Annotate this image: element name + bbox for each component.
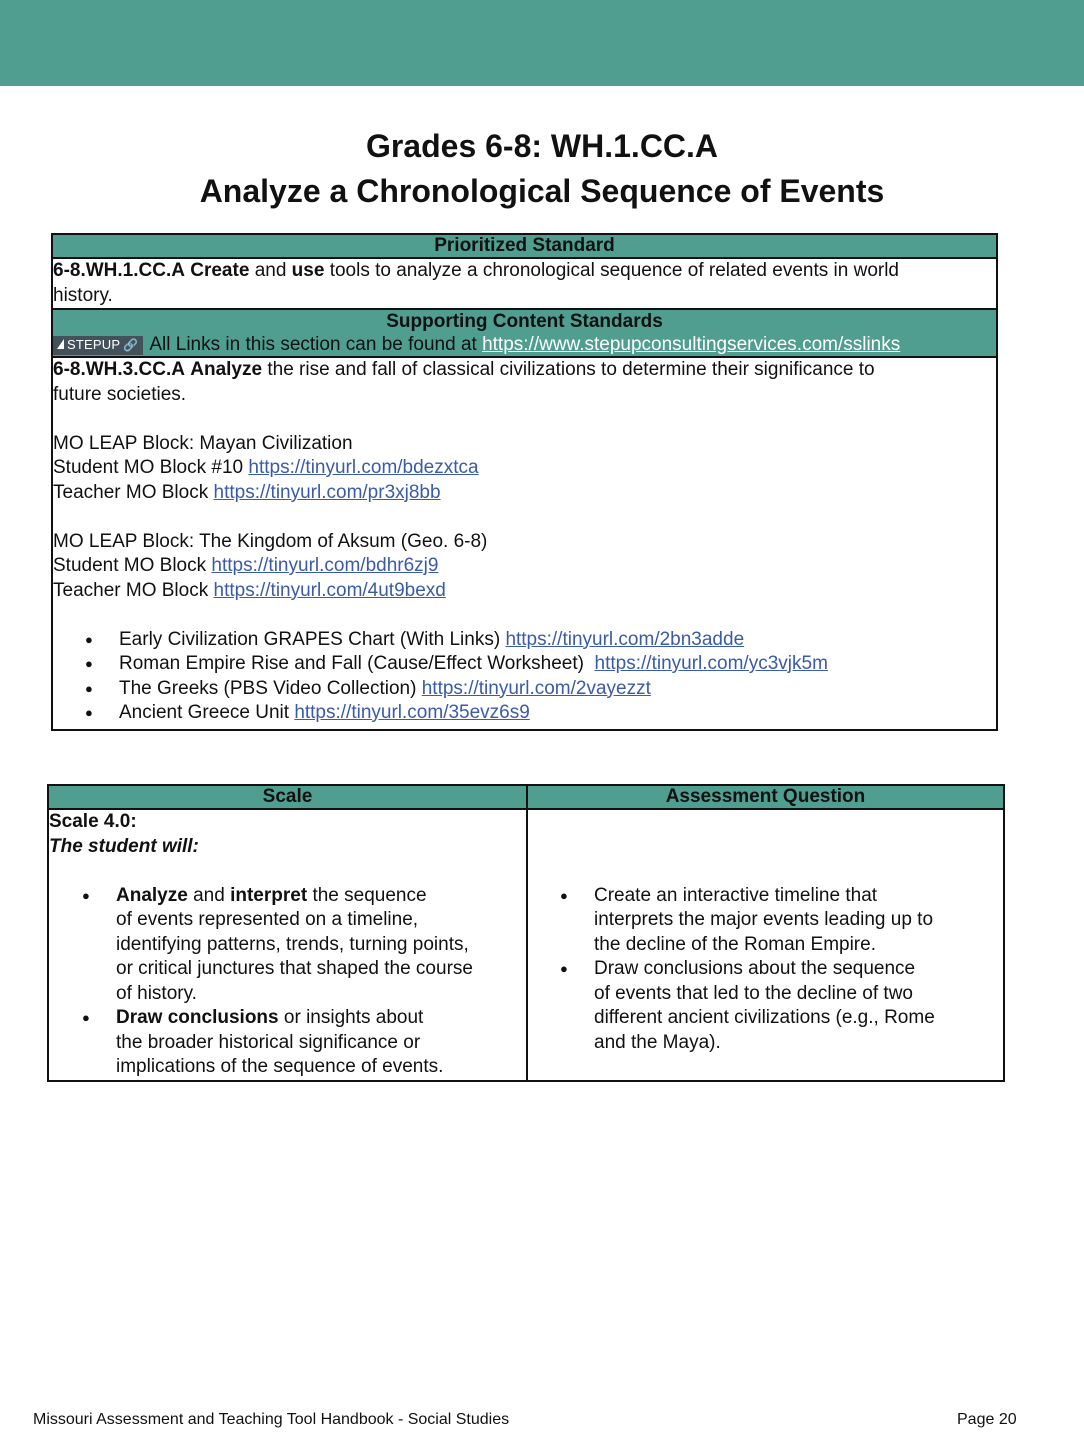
scale-label: Scale 4.0:	[49, 811, 137, 832]
prioritized-text-2: history.	[53, 284, 113, 306]
teacher-block-label: Teacher MO Block	[53, 481, 209, 503]
resource-label: Ancient Greece Unit	[119, 702, 290, 723]
resource-label: Roman Empire Rise and Fall (Cause/Effect Worksheet)	[119, 653, 584, 674]
question-text: and the Maya).	[594, 1031, 721, 1053]
top-banner	[0, 0, 1084, 86]
assessment-question-cell	[527, 809, 1004, 1081]
title-line-1: Grades 6-8: WH.1.CC.A	[365, 128, 719, 164]
list-item	[119, 701, 996, 726]
list-item	[594, 884, 1003, 958]
stepup-badge[interactable]	[53, 336, 143, 355]
prioritized-verb-2: use	[291, 260, 325, 281]
teacher-block-link[interactable]: https://tinyurl.com/4ut9bexd	[213, 579, 446, 601]
list-item	[116, 1006, 526, 1080]
page-title	[0, 124, 1084, 214]
scale-bullets	[49, 884, 526, 1080]
title-line-2: Analyze a Chronological Sequence of Events	[199, 173, 885, 209]
list-item	[119, 677, 996, 702]
bold-draw-conclusions: Draw conclusions	[116, 1007, 279, 1028]
supporting-verb: Analyze	[190, 359, 263, 380]
bold-interpret: interpret	[230, 884, 308, 906]
stepup-logo-icon	[57, 339, 64, 349]
leap-block-aksum	[53, 530, 996, 604]
bullet-text: the sequence	[312, 884, 427, 906]
question-text: of events that led to the decline of two	[594, 982, 913, 1004]
resource-label: Early Civilization GRAPES Chart (With Links)	[119, 628, 501, 650]
standards-table	[51, 233, 998, 731]
scale-header: Scale	[48, 785, 527, 809]
student-will-label: The student will:	[49, 835, 199, 857]
text-and: and	[193, 884, 225, 906]
link-icon: 🔗	[123, 338, 139, 352]
list-item	[119, 628, 996, 653]
sslinks-link[interactable]: https://www.stepupconsultingservices.com/sslinks	[482, 334, 901, 355]
prioritized-code: 6-8.WH.1.CC.A	[53, 260, 185, 281]
stepup-badge-label: STEPUP	[67, 337, 121, 352]
resource-link[interactable]: https://tinyurl.com/2bn3adde	[505, 628, 745, 650]
prioritized-standard-cell	[52, 258, 997, 309]
supporting-standards-title: Supporting Content Standards	[386, 311, 663, 332]
page-number: Page 20	[957, 1411, 1017, 1428]
leap-block-mayan	[53, 432, 996, 506]
student-block-link[interactable]: https://tinyurl.com/bdhr6zj9	[211, 555, 439, 576]
supporting-text-1: the rise and fall of classical civilizations to determine their significance to	[267, 359, 875, 380]
scale-table	[47, 784, 1005, 1082]
assessment-question-header: Assessment Question	[527, 785, 1004, 809]
list-item	[119, 652, 996, 677]
supporting-standards-header	[52, 309, 997, 357]
bullet-text: identifying patterns, trends, turning points,	[116, 933, 469, 955]
student-block-label: Student MO Block	[53, 555, 207, 576]
list-item	[594, 957, 1003, 1055]
question-text: the decline of the Roman Empire.	[594, 933, 876, 955]
resource-link[interactable]: https://tinyurl.com/35evz6s9	[294, 702, 530, 723]
prioritized-standard-header: Prioritized Standard	[52, 234, 997, 258]
question-text: ● Create an interactive timeline that	[594, 884, 878, 906]
bullet-text: implications of the sequence of events.	[116, 1056, 444, 1077]
prioritized-and: and	[254, 260, 287, 281]
student-block-link[interactable]: https://tinyurl.com/bdezxtca	[248, 457, 479, 478]
assessment-bullets	[528, 884, 1003, 1056]
bullet-text: of history.	[116, 982, 197, 1004]
bullet-text: the broader historical significance or	[116, 1031, 421, 1053]
resource-label: The Greeks (PBS Video Collection)	[119, 677, 417, 699]
leap-block-title: MO LEAP Block: Mayan Civilization	[53, 432, 353, 454]
supporting-code: 6-8.WH.3.CC.A	[53, 359, 185, 380]
question-text: interprets the major events leading up to	[594, 909, 934, 930]
bullet-text: of events represented on a timeline,	[116, 909, 419, 930]
question-text: ● Draw conclusions about the sequence	[594, 958, 916, 979]
bullet-text: or critical junctures that shaped the course	[116, 958, 473, 979]
question-text: different ancient civilizations (e.g., Rome	[594, 1007, 935, 1028]
teacher-block-label: Teacher MO Block	[53, 579, 209, 601]
bullet-text: or insights about	[283, 1007, 424, 1028]
scale-cell	[48, 809, 527, 1081]
prioritized-verb-1: Create	[190, 260, 250, 281]
supporting-text-2: future societies.	[53, 383, 187, 405]
resource-link[interactable]: https://tinyurl.com/2vayezzt	[421, 677, 651, 699]
footer-title: Missouri Assessment and Teaching Tool Handbook - Social Studies	[33, 1411, 510, 1428]
supporting-standards-cell	[52, 357, 997, 730]
teacher-block-link[interactable]: https://tinyurl.com/pr3xj8bb	[213, 481, 441, 503]
prioritized-text-1: tools to analyze a chronological sequence of related events in world	[329, 260, 899, 281]
links-note: All Links in this section can be found at	[149, 334, 477, 355]
resource-link[interactable]: https://tinyurl.com/yc3vjk5m	[594, 653, 828, 674]
leap-block-title: MO LEAP Block: The Kingdom of Aksum (Geo. 6-8)	[53, 530, 488, 552]
list-item	[116, 884, 526, 1007]
resource-list	[53, 628, 996, 726]
bold-analyze: Analyze	[116, 884, 188, 906]
student-block-label: Student MO Block #10	[53, 457, 244, 478]
